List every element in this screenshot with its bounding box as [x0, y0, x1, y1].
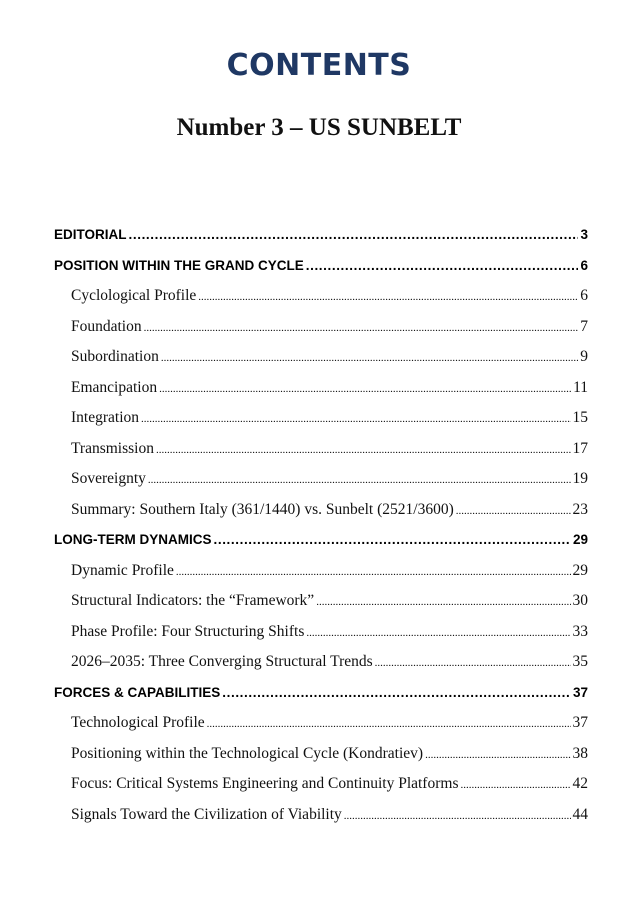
- toc-subsection-entry[interactable]: [54, 556, 588, 587]
- toc-page-number: 3: [580, 227, 588, 242]
- toc-subsection-entry[interactable]: [54, 739, 588, 770]
- toc-entry-title: Dynamic Profile: [71, 561, 174, 579]
- toc-page-number: 17: [572, 439, 588, 457]
- toc-dot-leader: [375, 648, 571, 679]
- toc-page-number: 9: [580, 348, 588, 365]
- toc-subsection-entry[interactable]: [54, 617, 588, 648]
- toc-subsection-entry[interactable]: [54, 342, 588, 373]
- toc-entry-title: Positioning within the Technological Cycle (Kondratiev): [71, 744, 424, 762]
- toc-entry-title: Technological Profile: [71, 714, 205, 731]
- toc-dot-leader: [306, 251, 579, 282]
- toc-dot-leader: [316, 587, 570, 618]
- toc-page-number: 37: [572, 714, 588, 731]
- toc-subsection-entry[interactable]: [54, 373, 588, 404]
- toc-page-number: 35: [572, 653, 588, 670]
- toc-subsection-entry[interactable]: [54, 800, 588, 831]
- toc-dot-leader: [306, 618, 570, 649]
- toc-dot-leader: [198, 282, 578, 313]
- toc-subsection-entry[interactable]: [54, 464, 588, 495]
- toc-subsection-entry[interactable]: [54, 647, 588, 678]
- toc-dot-leader: [148, 465, 571, 496]
- page-subtitle: Number 3 – US SUNBELT: [176, 114, 462, 141]
- toc-subsection-entry[interactable]: [54, 403, 588, 434]
- page-title: CONTENTS: [226, 48, 412, 83]
- table-of-contents: [54, 220, 588, 830]
- toc-subsection-entry[interactable]: [54, 708, 588, 739]
- toc-dot-leader: [207, 709, 571, 740]
- toc-entry-title: Signals Toward the Civilization of Viability: [71, 805, 342, 823]
- toc-page-number: 6: [580, 287, 588, 304]
- toc-entry-title: Focus: Critical Systems Engineering and Continuity Platforms: [71, 775, 459, 792]
- toc-entry-title: Structural Indicators: the “Framework”: [71, 592, 315, 609]
- toc-page-number: 11: [573, 378, 588, 396]
- toc-entry-title: POSITION WITHIN THE GRAND CYCLE: [54, 257, 304, 273]
- toc-section-entry[interactable]: [54, 220, 588, 251]
- toc-page-number: 7: [580, 317, 588, 335]
- toc-dot-leader: [144, 313, 579, 344]
- toc-page-number: 23: [572, 500, 588, 518]
- toc-dot-leader: [129, 220, 579, 251]
- toc-dot-leader: [156, 435, 571, 466]
- toc-entry-title: Transmission: [71, 439, 154, 457]
- toc-dot-leader: [161, 343, 578, 374]
- toc-page-number: 42: [572, 775, 588, 792]
- toc-entry-title: 2026–2035: Three Converging Structural Trends: [71, 653, 373, 670]
- toc-entry-title: Sovereignty: [71, 470, 146, 487]
- toc-page-number: 44: [572, 805, 588, 823]
- toc-entry-title: Cyclological Profile: [71, 287, 197, 304]
- toc-dot-leader: [141, 404, 570, 435]
- toc-page-number: 15: [572, 409, 588, 426]
- toc-subsection-entry[interactable]: [54, 586, 588, 617]
- toc-dot-leader: [159, 374, 571, 405]
- toc-entry-title: LONG-TERM DYNAMICS: [54, 532, 212, 547]
- toc-entry-title: Subordination: [71, 348, 159, 365]
- toc-dot-leader: [344, 801, 571, 832]
- toc-entry-title: FORCES & CAPABILITIES: [54, 684, 221, 700]
- toc-entry-title: Phase Profile: Four Structuring Shifts: [71, 622, 305, 640]
- toc-page-number: 29: [572, 561, 588, 579]
- toc-entry-title: Emancipation: [71, 378, 158, 396]
- toc-entry-title: Foundation: [71, 317, 142, 335]
- toc-subsection-entry[interactable]: [54, 312, 588, 343]
- toc-page-number: 38: [572, 744, 588, 762]
- toc-subsection-entry[interactable]: [54, 769, 588, 800]
- toc-dot-leader: [214, 525, 571, 556]
- toc-section-entry[interactable]: [54, 251, 588, 282]
- toc-page-number: 6: [580, 257, 588, 273]
- toc-dot-leader: [460, 770, 570, 801]
- toc-page-number: 29: [572, 532, 588, 547]
- toc-entry-title: EDITORIAL: [54, 227, 127, 242]
- toc-entry-title: Integration: [71, 409, 140, 426]
- toc-page-number: 30: [572, 592, 588, 609]
- toc-subsection-entry[interactable]: [54, 495, 588, 526]
- toc-page-number: 19: [572, 470, 588, 487]
- toc-entry-title: Summary: Southern Italy (361/1440) vs. Sunbelt (2521/3600): [71, 500, 454, 518]
- toc-page-number: 37: [572, 684, 588, 700]
- toc-section-entry[interactable]: [54, 678, 588, 709]
- toc-page-number: 33: [572, 622, 588, 640]
- toc-dot-leader: [222, 678, 571, 709]
- toc-dot-leader: [425, 740, 570, 771]
- toc-dot-leader: [176, 557, 571, 588]
- toc-subsection-entry[interactable]: [54, 434, 588, 465]
- toc-section-entry[interactable]: [54, 525, 588, 556]
- toc-dot-leader: [456, 496, 571, 527]
- toc-subsection-entry[interactable]: [54, 281, 588, 312]
